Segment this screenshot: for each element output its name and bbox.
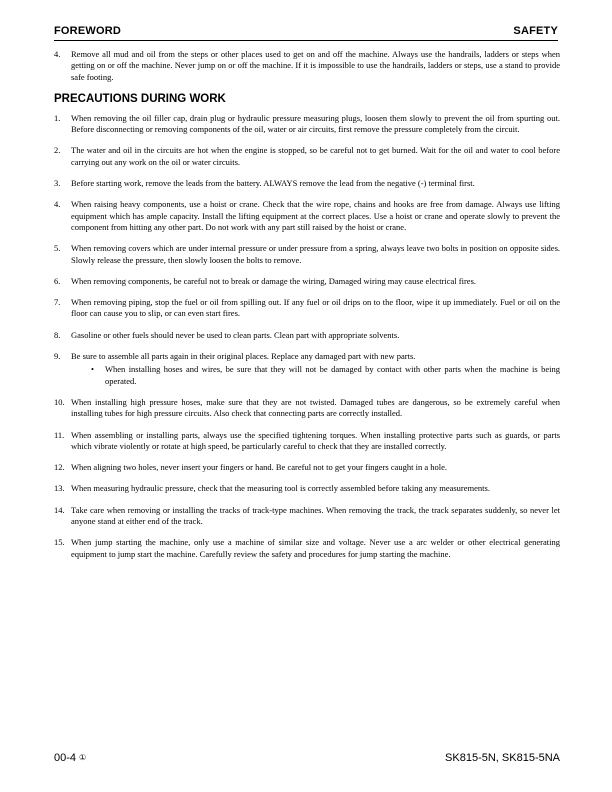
item-text: When raising heavy components, use a hoist or crane. Check that the wire rope, chains and hooks are free from damage. Always use lifting equipment which has ample capacity. Install the lifting equipment at the correct places. Use a hoist or crane and operate slowly to prevent the component from hitting any other part. Do not work with any part still raised by the hoist or crane. [71,199,560,232]
item-text: Gasoline or other fuels should never be used to clean parts. Clean part with appropriate solvents. [71,329,400,340]
item-text: When jump starting the machine, only use a machine of similar size and voltage. Never use a arc welder or other electrical generating equipment to jump start the machine. Carefully review the safety and procedures for jump starting the machine. [71,537,560,559]
list-item [54,113,560,136]
item-number: 12. [54,462,65,473]
item-number: 5. [54,243,61,254]
list-item [54,243,560,266]
intro-list-item [54,49,560,83]
page-header [54,24,558,41]
item-number: 4. [54,49,61,59]
item-number: 6. [54,275,61,286]
item-number: 7. [54,297,61,308]
bullet-marker: • [91,364,94,375]
list-item [54,199,560,233]
item-text: Remove all mud and oil from the steps or other places used to get on and off the machine. Always use the handrails, ladders or steps when getting on or off the machine. Never jump on or off the machine. If it is impossible to use the handrails, ladders or steps, use a stand to provide safe footing. [71,49,560,82]
list-item [54,397,560,420]
bullet-text: When installing hoses and wires, be sure that they will not be damaged by contact with other parts when the machine is being operated. [105,364,560,386]
sub-bullet-item [71,364,560,387]
list-item [54,537,560,560]
list-item [54,505,560,528]
page-footer [54,752,560,768]
list-item [54,145,560,168]
list-item [54,330,560,341]
item-text: Be sure to assemble all parts again in their original places. Replace any damaged part with new parts. [71,351,416,362]
item-text: When aligning two holes, never insert your fingers or hand. Be careful not to get your fingers caught in a hole. [71,462,448,473]
page-number: 00-4 [54,752,77,764]
item-text: When removing piping, stop the fuel or oil from spilling out. If any fuel or oil drips on to the floor, wipe it up immediately. Fuel or oil on the floor can cause you to slip, or can even start fires. [71,297,560,319]
item-number: 3. [54,178,61,189]
list-item [54,297,560,320]
item-text: When measuring hydraulic pressure, check that the measuring tool is correctly assembled before taking any measurements. [71,483,490,494]
page-number-group [54,752,86,764]
model-number: SK815-5N, SK815-5NA [445,752,560,764]
item-number: 4. [54,199,61,210]
item-text: The water and oil in the circuits are hot when the engine is stopped, so be careful not to get burned. Wait for the oil and water to cool before carrying out any work on the oil or water circuits. [71,145,560,167]
item-text: When removing covers which are under internal pressure or under pressure from a spring, always leave two bolts in position on opposite sides. Slowly release the pressure, then slowly loosen the bolts to remove. [71,243,560,265]
item-text: When assembling or installing parts, always use the specified tightening torques. When installing protective parts such as guards, or parts which vibrate violently or rotate at high speed, be particularly careful to check that they are installed correctly. [71,429,560,451]
item-text: When removing the oil filler cap, drain plug or hydraulic pressure measuring plugs, loosen them slowly to prevent the oil from spurting out. Before disconnecting or removing components of the oil, water or air circuits, first remove the pressure completely from the circuit. [71,112,560,135]
item-number: 1. [54,112,61,123]
item-number: 15. [54,537,65,548]
item-number: 8. [54,329,61,340]
item-text: Before starting work, remove the leads from the battery. ALWAYS remove the lead from the negative (-) terminal first. [71,178,475,189]
item-text: When installing high pressure hoses, make sure that they are not twisted. Damaged tubes are dangerous, so be extremely careful when installing tubes for high pressure circuits. Also check that connecting parts are correctly installed. [71,396,560,419]
page-body [54,49,560,560]
list-item [54,483,560,494]
item-text: Take care when removing or installing the tracks of track-type machines. When removing the track, the track separates suddenly, so never let anyone stand at either end of the track. [71,504,560,527]
list-item [54,276,560,287]
item-text: When removing components, be careful not to break or damage the wiring, Damaged wiring may cause electrical fires. [71,275,477,286]
item-number: 2. [54,145,61,156]
list-item [54,462,560,473]
item-number: 10. [54,396,65,407]
list-item [54,430,560,453]
list-item [54,351,560,387]
item-number: 14. [54,504,65,515]
item-number: 9. [54,351,61,362]
revision-mark: ① [79,753,87,762]
list-item [54,178,560,189]
chapter-label: SAFETY [513,25,558,37]
item-number: 11. [54,429,65,440]
item-number: 13. [54,483,65,494]
section-label: FOREWORD [54,25,121,37]
section-heading: PRECAUTIONS DURING WORK [54,92,226,105]
